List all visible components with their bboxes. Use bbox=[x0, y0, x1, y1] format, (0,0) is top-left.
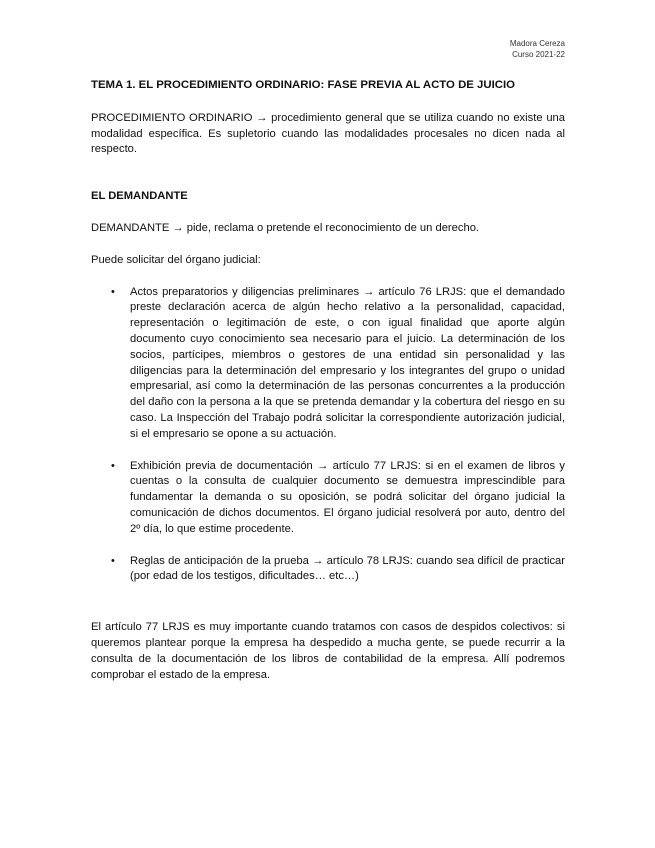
document-body bbox=[91, 78, 565, 699]
closing-paragraph: El artículo 77 LRJS es muy importante cuando tratamos con casos de despidos colectivos: si queremos plantear porque la empresa ha despedido a mucha gente, se puede recurrir a la consulta de la documentación de los libros de contabilidad de la empresa. Allí podremos comprobar el estado de la empresa. bbox=[91, 621, 565, 681]
bullet-icon: • bbox=[111, 285, 115, 298]
course-year: Curso 2021-22 bbox=[512, 50, 565, 59]
demandante-definition: DEMANDANTE → pide, reclama o pretende el reconocimiento de un derecho. bbox=[91, 221, 480, 234]
list-item bbox=[91, 554, 565, 586]
list-item bbox=[91, 285, 565, 443]
bullet-list bbox=[91, 285, 565, 586]
list-item-text: Reglas de anticipación de la prueba → artículo 78 LRJS: cuando sea difícil de practicar (por edad de los testigos, dificultades… etc…) bbox=[130, 554, 565, 583]
document-title: TEMA 1. EL PROCEDIMIENTO ORDINARIO: FASE PREVIA AL ACTO DE JUICIO bbox=[91, 79, 516, 91]
list-item bbox=[91, 459, 565, 538]
list-item-text: Exhibición previa de documentación → artículo 77 LRJS: si en el examen de libros y cuentas o la consulta de cualquier documento se demuestra imprescindible para fundamentar la demanda o su oposición, se podrá solicitar del órgano judicial la comunicación de dichos documentos. El órgano judicial resolverá por auto, dentro del 2º día, lo que estime procedente. bbox=[130, 459, 565, 535]
intro-paragraph: PROCEDIMIENTO ORDINARIO → procedimiento general que se utiliza cuando no existe una modalidad específica. Es supletorio cuando las modalidades procesales no dicen nada al respecto. bbox=[91, 111, 565, 156]
bullet-icon: • bbox=[111, 554, 115, 567]
author-name: Madora Cereza bbox=[509, 39, 565, 48]
bullet-icon: • bbox=[111, 459, 115, 472]
page-header bbox=[510, 38, 565, 60]
list-item-text: Actos preparatorios y diligencias preliminares → artículo 76 LRJS: que el demandado preste declaración acerca de algún hecho relativo a la personalidad, capacidad, representación o legitimación de este, o con igual finalidad que aporte algún documento cuyo conocimiento sea necesario para el juicio. La determinación de los socios, partícipes, miembros o gestores de una entidad sin personalidad y las diligencias para la determinación del empresario y los integrantes del grupo o unidad empresarial, así como la determinación de las personas concurrentes a la producción del daño con la persona a la que se pretenda demandar y la cobertura del riesgo en su caso. La Inspección del Trabajo podrá solicitar la correspondiente autorización judicial, si el empresario se opone a su actuación. bbox=[130, 285, 565, 440]
lead-sentence: Puede solicitar del órgano judicial: bbox=[91, 253, 261, 266]
section-heading: EL DEMANDANTE bbox=[91, 190, 188, 203]
